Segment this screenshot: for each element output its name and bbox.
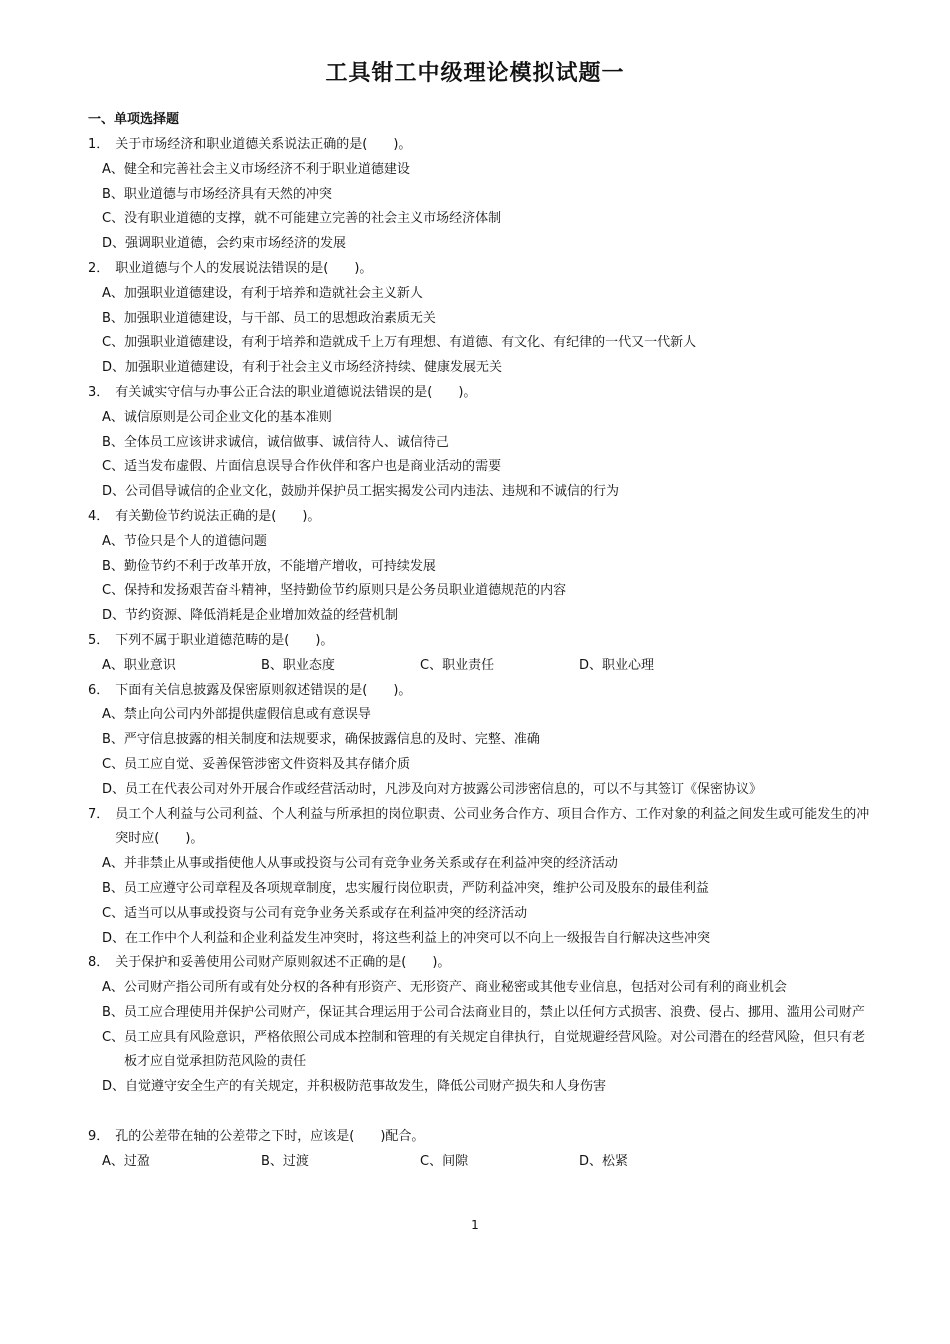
- question-number: 5．: [88, 632, 110, 648]
- option-letter: A、: [102, 856, 124, 872]
- option-list: [88, 1150, 873, 1175]
- option-letter: A、: [102, 409, 124, 425]
- question-item: [88, 257, 873, 381]
- option-text: 加强职业道德建设，与干部、员工的思想政治素质无关: [123, 310, 436, 326]
- question-text: 有关勤俭节约说法正确的是( )。: [115, 508, 321, 524]
- answer-option: [102, 1150, 261, 1175]
- answer-option: [102, 976, 873, 1001]
- answer-option: [102, 852, 873, 877]
- option-text: 加强职业道德建设，有利于社会主义市场经济持续、健康发展无关: [125, 360, 503, 376]
- option-list: [88, 406, 873, 505]
- page-number: 1: [471, 1218, 479, 1232]
- option-letter: C、: [102, 756, 125, 772]
- question-stem: [88, 133, 873, 158]
- option-text: 员工应自觉、妥善保管涉密文件资料及其存储介质: [124, 756, 411, 772]
- option-letter: D、: [102, 484, 126, 500]
- answer-option: [102, 307, 873, 332]
- answer-option: [102, 579, 873, 604]
- question-item: [88, 381, 873, 505]
- option-text: 全体员工应该讲求诚信，诚信做事、诚信待人、诚信待己: [123, 434, 449, 450]
- option-letter: A、: [102, 657, 124, 673]
- option-text: 诚信原则是公司企业文化的基本准则: [123, 409, 332, 425]
- question-stem: [88, 1125, 873, 1150]
- answer-option: [102, 480, 873, 505]
- answer-option: [102, 455, 873, 480]
- question-item: [88, 951, 873, 1100]
- answer-option: [102, 431, 873, 456]
- option-text: 勤俭节约不利于改革开放，不能增产增收，可持续发展: [123, 558, 436, 574]
- answer-option: [102, 183, 873, 208]
- question-number: 9．: [88, 1128, 110, 1144]
- option-letter: D、: [579, 1153, 603, 1169]
- question-text: 孔的公差带在轴的公差带之下时，应该是( )配合。: [115, 1128, 425, 1144]
- document-title: 工具钳工中级理论模拟试题一: [325, 61, 625, 86]
- option-text: 松紧: [602, 1153, 629, 1169]
- answer-option: [102, 555, 873, 580]
- option-text: 保持和发扬艰苦奋斗精神，坚持勤俭节约原则只是公务员职业道德规范的内容: [124, 583, 567, 599]
- answer-option: [579, 1150, 738, 1175]
- option-text: 过渡: [282, 1153, 309, 1169]
- option-letter: B、: [102, 732, 124, 748]
- question-item: [88, 133, 873, 257]
- blank-line: [88, 1100, 873, 1125]
- option-letter: C、: [102, 211, 125, 227]
- question-number: 2．: [88, 260, 110, 276]
- option-letter: D、: [102, 236, 126, 252]
- question-number: 6．: [88, 682, 110, 698]
- question-stem: [88, 803, 873, 853]
- answer-option: [102, 778, 873, 803]
- option-letter: C、: [102, 459, 125, 475]
- question-item: [88, 803, 873, 952]
- option-list: [88, 654, 873, 679]
- option-letter: B、: [102, 558, 124, 574]
- option-text: 适当发布虚假、片面信息误导合作伙伴和客户也是商业活动的需要: [124, 459, 502, 475]
- option-letter: C、: [102, 335, 125, 351]
- answer-option: [102, 356, 873, 381]
- section-heading: 一、单项选择题: [88, 112, 180, 127]
- option-text: 加强职业道德建设，有利于培养和造就社会主义新人: [123, 285, 423, 301]
- question-text: 职业道德与个人的发展说法错误的是( )。: [115, 260, 373, 276]
- option-text: 员工应合理使用并保护公司财产，保证其合理运用于公司合法商业目的，禁止以任何方式损害、浪费、侵占、挪用、滥用公司财产: [123, 1004, 865, 1020]
- option-text: 职业心理: [602, 657, 655, 673]
- question-list: [88, 133, 873, 1174]
- option-text: 没有职业道德的支撑，就不可能建立完善的社会主义市场经济体制: [124, 211, 502, 227]
- answer-option: [102, 1075, 873, 1100]
- option-text: 员工在代表公司对外开展合作或经营活动时，凡涉及向对方披露公司涉密信息的，可以不与其签订《保密协议》: [125, 781, 763, 797]
- option-letter: A、: [102, 707, 124, 723]
- option-letter: A、: [102, 533, 124, 549]
- option-letter: D、: [102, 930, 126, 946]
- answer-option: [420, 654, 579, 679]
- question-item: [88, 1125, 873, 1175]
- option-letter: A、: [102, 1153, 124, 1169]
- option-text: 适当可以从事或投资与公司有竞争业务关系或存在利益冲突的经济活动: [124, 905, 528, 921]
- option-list: [88, 158, 873, 257]
- option-list: [88, 703, 873, 802]
- option-list: [88, 852, 873, 951]
- option-text: 在工作中个人利益和企业利益发生冲突时，将这些利益上的冲突可以不向上一级报告自行解决这些冲突: [125, 930, 711, 946]
- option-letter: D、: [102, 608, 126, 624]
- answer-option: [261, 1150, 420, 1175]
- option-letter: D、: [102, 1079, 126, 1095]
- answer-option: [102, 1001, 873, 1026]
- option-text: 节约资源、降低消耗是企业增加效益的经营机制: [125, 608, 399, 624]
- option-list: [88, 282, 873, 381]
- option-text: 职业意识: [123, 657, 176, 673]
- question-text: 关于保护和妥善使用公司财产原则叙述不正确的是( )。: [115, 955, 451, 971]
- option-text: 加强职业道德建设，有利于培养和造就成千上万有理想、有道德、有文化、有纪律的一代又一代新人: [124, 335, 697, 351]
- answer-option: [102, 530, 873, 555]
- option-text: 节俭只是个人的道德问题: [123, 533, 267, 549]
- option-letter: C、: [420, 1153, 443, 1169]
- option-text: 职业态度: [282, 657, 335, 673]
- question-text: 下列不属于职业道德范畴的是( )。: [115, 632, 334, 648]
- answer-option: [102, 753, 873, 778]
- option-letter: C、: [102, 583, 125, 599]
- option-text: 公司财产指公司所有或有处分权的各种有形资产、无形资产、商业秘密或其他专业信息，包括对公司有利的商业机会: [123, 980, 787, 996]
- option-text: 职业道德与市场经济具有天然的冲突: [123, 186, 332, 202]
- answer-option: [102, 207, 873, 232]
- option-text: 强调职业道德，会约束市场经济的发展: [125, 236, 347, 252]
- option-letter: D、: [579, 657, 603, 673]
- answer-option: [102, 728, 873, 753]
- question-stem: [88, 381, 873, 406]
- question-stem: [88, 505, 873, 530]
- option-letter: B、: [102, 1004, 124, 1020]
- answer-option: [102, 232, 873, 257]
- answer-option: [579, 654, 738, 679]
- option-letter: A、: [102, 161, 124, 177]
- question-text: 关于市场经济和职业道德关系说法正确的是( )。: [115, 137, 412, 152]
- option-letter: C、: [420, 657, 443, 673]
- question-text: 员工个人利益与公司利益、个人利益与所承担的岗位职责、公司业务合作方、项目合作方、工作对象的利益之间发生或可能发生的冲突时应( )。: [115, 806, 870, 847]
- answer-option: [102, 158, 873, 183]
- answer-option: [102, 703, 873, 728]
- option-text: 间隙: [442, 1153, 469, 1169]
- answer-option: [102, 604, 873, 629]
- answer-option: [102, 902, 873, 927]
- question-text: 下面有关信息披露及保密原则叙述错误的是( )。: [115, 682, 412, 698]
- option-letter: B、: [261, 657, 283, 673]
- option-text: 严守信息披露的相关制度和法规要求，确保披露信息的及时、完整、准确: [123, 732, 540, 748]
- option-letter: D、: [102, 360, 126, 376]
- option-letter: B、: [102, 434, 124, 450]
- option-list: [88, 976, 873, 1100]
- question-stem: [88, 257, 873, 282]
- question-item: [88, 679, 873, 803]
- question-item: [88, 629, 873, 679]
- option-text: 公司倡导诚信的企业文化，鼓励并保护员工据实揭发公司内违法、违规和不诚信的行为: [125, 484, 620, 500]
- option-letter: B、: [261, 1153, 283, 1169]
- question-item: [88, 505, 873, 629]
- option-letter: A、: [102, 285, 124, 301]
- option-letter: B、: [102, 186, 124, 202]
- option-text: 禁止向公司内外部提供虚假信息或有意误导: [123, 707, 371, 723]
- answer-option: [102, 331, 873, 356]
- option-text: 过盈: [123, 1153, 150, 1169]
- question-number: 3．: [88, 384, 110, 400]
- option-text: 自觉遵守安全生产的有关规定，并积极防范事故发生，降低公司财产损失和人身伤害: [125, 1079, 607, 1095]
- answer-option: [102, 282, 873, 307]
- answer-option: [102, 406, 873, 431]
- option-text: 健全和完善社会主义市场经济不利于职业道德建设: [123, 161, 410, 177]
- answer-option: [102, 654, 261, 679]
- question-number: 7．: [88, 806, 110, 822]
- option-letter: C、: [102, 1029, 125, 1045]
- question-text: 有关诚实守信与办事公正合法的职业道德说法错误的是( )。: [115, 384, 477, 400]
- option-letter: B、: [102, 880, 124, 896]
- option-letter: A、: [102, 980, 124, 996]
- question-number: 1．: [88, 137, 110, 152]
- option-letter: B、: [102, 310, 124, 326]
- option-text: 员工应具有风险意识，严格依照公司成本控制和管理的有关规定自律执行，自觉规避经营风险。对公司潜在的经营风险，但只有老板才应自觉承担防范风险的责任: [124, 1029, 866, 1070]
- option-text: 员工应遵守公司章程及各项规章制度，忠实履行岗位职责，严防利益冲突，维护公司及股东的最佳利益: [123, 880, 709, 896]
- option-list: [88, 530, 873, 629]
- question-stem: [88, 629, 873, 654]
- option-text: 职业责任: [442, 657, 495, 673]
- question-stem: [88, 679, 873, 704]
- answer-option: [420, 1150, 579, 1175]
- option-text: 并非禁止从事或指使他人从事或投资与公司有竞争业务关系或存在利益冲突的经济活动: [123, 856, 618, 872]
- option-letter: C、: [102, 905, 125, 921]
- answer-option: [102, 927, 873, 952]
- answer-option: [102, 877, 873, 902]
- option-letter: D、: [102, 781, 126, 797]
- question-number: 8．: [88, 955, 110, 971]
- answer-option: [261, 654, 420, 679]
- answer-option: [102, 1026, 873, 1076]
- question-stem: [88, 951, 873, 976]
- question-number: 4．: [88, 508, 110, 524]
